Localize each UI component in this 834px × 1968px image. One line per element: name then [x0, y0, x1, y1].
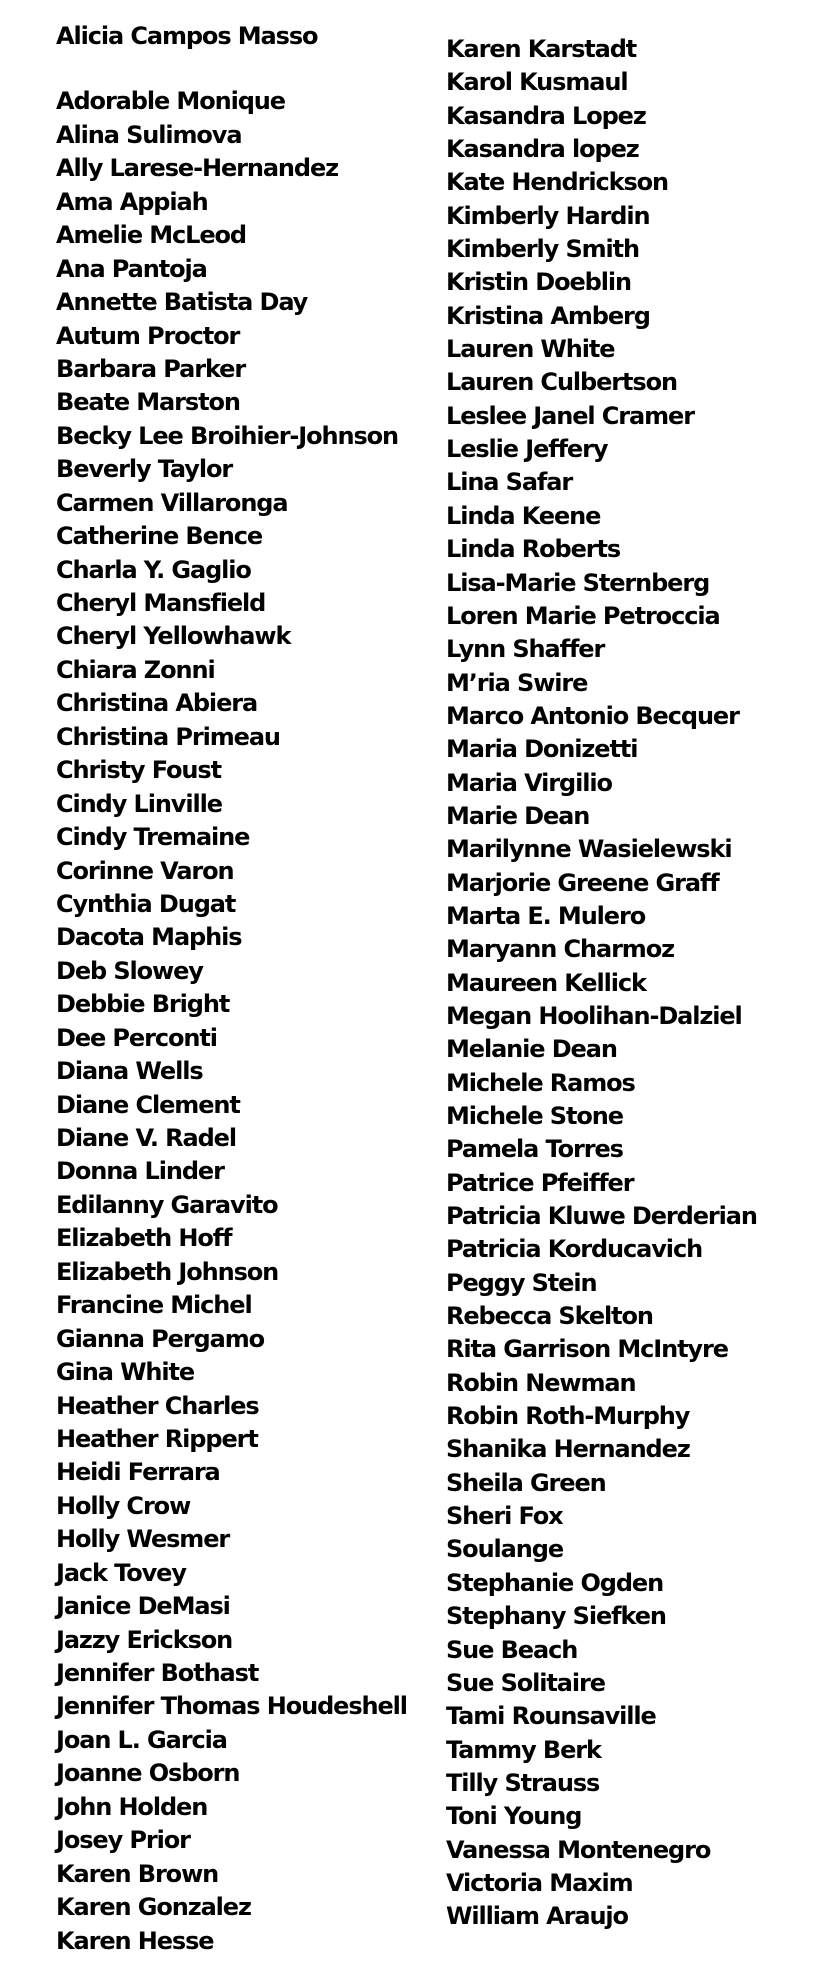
name-list-item: Marjorie Greene Graff — [446, 868, 719, 897]
name-list-item: Robin Newman — [446, 1368, 636, 1397]
name-list-item: Autum Proctor — [56, 321, 240, 350]
name-list-item: Jack Tovey — [56, 1558, 186, 1587]
name-list-item: Heather Charles — [56, 1391, 259, 1420]
name-list-item: Karol Kusmaul — [446, 68, 628, 97]
name-list-item: Alina Sulimova — [56, 120, 242, 149]
name-list-item: Dacota Maphis — [56, 923, 242, 952]
name-list-item: Vanessa Montenegro — [446, 1835, 711, 1864]
name-list-item: Cheryl Mansfield — [56, 589, 266, 617]
name-list-item: Cindy Tremaine — [56, 823, 250, 852]
name-list-item: Christina Primeau — [56, 722, 280, 751]
name-list-item: M’ria Swire — [446, 668, 588, 697]
name-list-item: Rita Garrison McIntyre — [446, 1335, 728, 1364]
name-list-item: Ally Larese-Hernandez — [56, 154, 339, 183]
name-list-item: Kasandra lopez — [446, 135, 639, 164]
name-list-item: Melanie Dean — [446, 1035, 617, 1064]
name-list-item: Maria Donizetti — [446, 735, 638, 764]
name-list-item: Karen Gonzalez — [56, 1893, 251, 1922]
featured-name: Alicia Campos Masso — [56, 22, 318, 50]
name-list-item: Becky Lee Broihier-Johnson — [56, 421, 399, 450]
name-list-item: Edilanny Garavito — [56, 1190, 278, 1219]
name-list-item: Linda Roberts — [446, 535, 621, 564]
name-list-item: Kristina Amberg — [446, 301, 650, 330]
name-list-item: Maria Virgilio — [446, 768, 612, 797]
name-list-item: Shanika Hernandez — [446, 1435, 690, 1464]
name-list-item: Lina Safar — [446, 468, 573, 497]
name-list-item: Patricia Korducavich — [446, 1235, 703, 1264]
name-list-item: Soulange — [446, 1535, 564, 1564]
name-list-item: Sheri Fox — [446, 1502, 563, 1531]
name-list-item: Sheila Green — [446, 1468, 606, 1497]
name-list-item: Stephanie Ogden — [446, 1568, 664, 1597]
name-list-item: Ana Pantoja — [56, 254, 207, 283]
name-list-item: Debbie Bright — [56, 990, 230, 1019]
name-list-item: Tammy Berk — [446, 1735, 601, 1764]
name-list-item: Patrice Pfeiffer — [446, 1168, 634, 1197]
name-list-item: Kimberly Hardin — [446, 201, 650, 230]
name-list-item: Maureen Kellick — [446, 968, 646, 997]
name-list-item: Jennifer Thomas Houdeshell — [56, 1692, 407, 1721]
name-list-item: Cindy Linville — [56, 789, 222, 818]
name-list-item: Francine Michel — [56, 1291, 252, 1320]
name-list-item: Michele Ramos — [446, 1068, 635, 1097]
name-list-item: Kate Hendrickson — [446, 168, 669, 197]
name-list-item: Holly Wesmer — [56, 1525, 230, 1554]
name-list-item: Jennifer Bothast — [56, 1659, 259, 1687]
name-list-item: Gianna Pergamo — [56, 1324, 265, 1353]
name-list-item: Holly Crow — [56, 1491, 191, 1520]
name-list-item: Diane Clement — [56, 1090, 240, 1119]
name-list-item: Marilynne Wasielewski — [446, 835, 732, 864]
name-list-item: Lauren Culbertson — [446, 368, 677, 397]
name-list-item: Robin Roth-Murphy — [446, 1402, 690, 1431]
name-list-item: Elizabeth Johnson — [56, 1257, 279, 1286]
name-list-item: Christina Abiera — [56, 689, 258, 718]
name-list-item: Joan L. Garcia — [56, 1725, 227, 1754]
name-list-item: Ama Appiah — [56, 187, 208, 216]
name-list-item: Leslie Jeffery — [446, 435, 608, 464]
name-list-item: Donna Linder — [56, 1157, 224, 1186]
name-list-item: Loren Marie Petroccia — [446, 601, 720, 630]
name-list-item: Deb Slowey — [56, 956, 203, 985]
name-list-item: Karen Brown — [56, 1859, 219, 1888]
name-list-item: Tami Rounsaville — [446, 1702, 656, 1731]
name-list-item: Sue Beach — [446, 1635, 578, 1664]
name-list-item: Tilly Strauss — [446, 1768, 600, 1797]
name-list-item: Kasandra Lopez — [446, 101, 646, 130]
name-list-item: Adorable Monique — [56, 87, 285, 116]
name-list-item: Elizabeth Hoff — [56, 1224, 232, 1253]
name-list-item: Megan Hoolihan-Dalziel — [446, 1001, 742, 1030]
name-list-item: Patricia Kluwe Derderian — [446, 1202, 757, 1231]
name-list-item: Lynn Shaffer — [446, 635, 605, 664]
name-list-item: Joanne Osborn — [56, 1759, 240, 1788]
name-list-item: Heather Rippert — [56, 1424, 258, 1453]
name-list-right-column — [446, 33, 757, 1934]
name-list-item: Marco Antonio Becquer — [446, 701, 739, 730]
name-list-item: Lauren White — [446, 335, 615, 364]
name-list-item: Karen Hesse — [56, 1926, 214, 1955]
name-list-item: Diane V. Radel — [56, 1124, 236, 1152]
name-list-item: Corinne Varon — [56, 856, 234, 885]
name-list-item: Carmen Villaronga — [56, 488, 288, 517]
name-list-item: Victoria Maxim — [446, 1868, 633, 1897]
name-list-item: Kimberly Smith — [446, 235, 640, 264]
name-list-item: Michele Stone — [446, 1102, 623, 1130]
name-list-item: William Araujo — [446, 1902, 628, 1931]
name-list-item: Gina White — [56, 1358, 195, 1387]
name-list-item: Chiara Zonni — [56, 655, 215, 684]
name-list-item: Charla Y. Gaglio — [56, 555, 251, 584]
name-list-item: Pamela Torres — [446, 1135, 623, 1164]
name-list-item: Marie Dean — [446, 801, 590, 830]
name-list-item: Leslee Janel Cramer — [446, 401, 694, 430]
name-list-item: Heidi Ferrara — [56, 1458, 220, 1487]
name-list-item: Linda Keene — [446, 501, 601, 530]
name-list-item: Amelie McLeod — [56, 221, 246, 250]
name-list-item: Peggy Stein — [446, 1268, 597, 1297]
name-list-item: Lisa-Marie Sternberg — [446, 568, 710, 597]
name-list-item: Barbara Parker — [56, 354, 246, 383]
name-list-item: Toni Young — [446, 1802, 582, 1831]
name-list-item: Maryann Charmoz — [446, 935, 674, 964]
name-list-item: Cheryl Yellowhawk — [56, 622, 291, 651]
name-list-item: Sue Solitaire — [446, 1668, 605, 1697]
name-list-item: Rebecca Skelton — [446, 1302, 653, 1331]
name-list-item: Karen Karstadt — [446, 35, 637, 63]
name-list-item: Annette Batista Day — [56, 288, 308, 317]
name-list-item: Cynthia Dugat — [56, 889, 236, 918]
name-list-item: Josey Prior — [56, 1826, 190, 1855]
name-list-item: Diana Wells — [56, 1057, 203, 1086]
name-list-item: Kristin Doeblin — [446, 268, 631, 297]
name-list-item: Catherine Bence — [56, 522, 263, 551]
name-list-item: Beate Marston — [56, 388, 240, 417]
name-list-item: Jazzy Erickson — [56, 1625, 233, 1654]
name-list-item: Stephany Siefken — [446, 1602, 666, 1631]
name-list-item: Christy Foust — [56, 756, 221, 785]
name-list-item: Janice DeMasi — [56, 1592, 230, 1621]
name-list-item: Dee Perconti — [56, 1023, 217, 1052]
name-list-item: Marta E. Mulero — [446, 901, 646, 930]
name-list-left-column — [56, 20, 407, 1958]
name-list-item: Beverly Taylor — [56, 455, 233, 484]
name-list-item: John Holden — [56, 1792, 208, 1821]
